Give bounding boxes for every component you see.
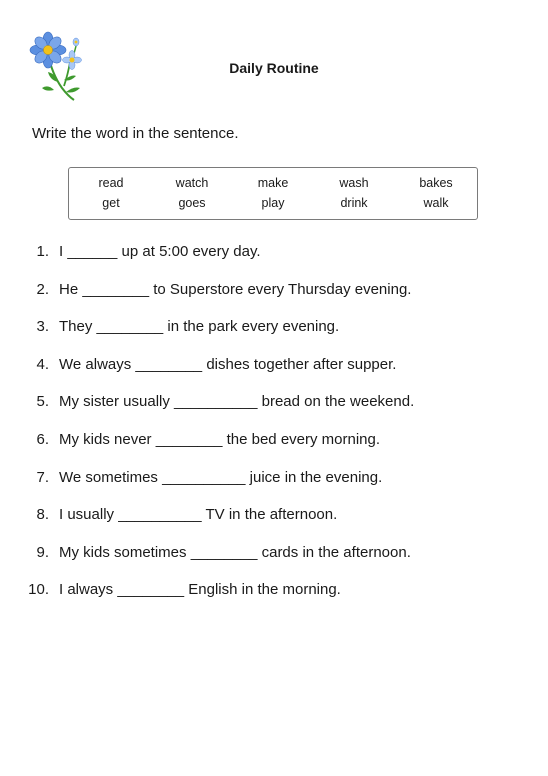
sentence-number: 4. xyxy=(36,356,49,373)
sentence-text: My sister usually __________ bread on the weekend. xyxy=(59,393,415,410)
word-bank-word: wash xyxy=(339,176,369,190)
sentence-number: 6. xyxy=(36,431,49,448)
word-bank-word: get xyxy=(102,196,120,210)
sentence-number: 2. xyxy=(36,281,49,298)
sentence-text: My kids sometimes ________ cards in the afternoon. xyxy=(59,544,411,561)
instruction-text: Write the word in the sentence. xyxy=(32,125,239,142)
sentence-text: My kids never ________ the bed every morning. xyxy=(59,431,381,448)
sentence-number: 7. xyxy=(36,469,49,486)
word-bank-word: drink xyxy=(340,196,368,210)
sentence-number: 3. xyxy=(36,318,49,335)
word-bank xyxy=(68,167,478,220)
sentence-text: We always ________ dishes together after supper. xyxy=(59,356,397,373)
word-bank-row-1 xyxy=(69,176,477,192)
word-bank-word: watch xyxy=(175,176,209,190)
page-title: Daily Routine xyxy=(229,60,319,76)
word-bank-word: goes xyxy=(178,196,206,210)
sentence-number: 1. xyxy=(36,243,49,260)
sentence-number: 9. xyxy=(36,544,49,561)
word-bank-word: walk xyxy=(423,196,449,210)
sentence-text: I ______ up at 5:00 every day. xyxy=(59,243,261,260)
word-bank-word: read xyxy=(98,176,124,190)
sentence-text: They ________ in the park every evening. xyxy=(59,318,340,335)
word-bank-word: make xyxy=(257,176,289,190)
word-bank-row-2 xyxy=(69,196,477,212)
sentence-text: He ________ to Superstore every Thursday evening. xyxy=(59,281,412,298)
sentence-text: I always ________ English in the morning. xyxy=(59,581,341,598)
sentence-number: 10. xyxy=(28,581,49,598)
sentence-number: 8. xyxy=(36,506,49,523)
word-bank-word: bakes xyxy=(419,176,453,190)
sentence-text: We sometimes __________ juice in the evening. xyxy=(59,469,383,486)
sentence-number: 5. xyxy=(36,393,49,410)
sentence-text: I usually __________ TV in the afternoon. xyxy=(59,506,338,523)
word-bank-word: play xyxy=(261,196,285,210)
